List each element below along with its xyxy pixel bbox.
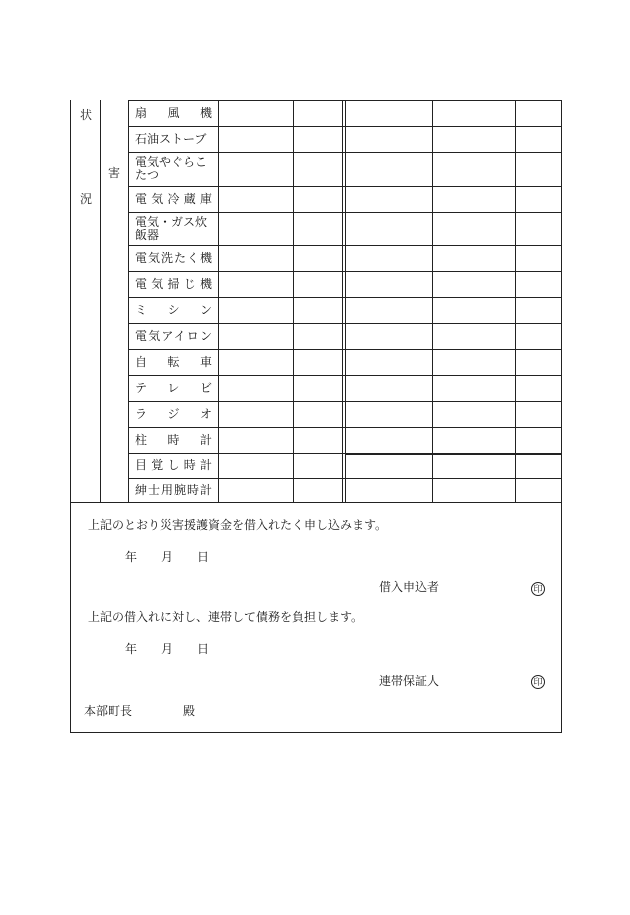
item-value-cell[interactable] — [346, 428, 432, 453]
row-divider — [128, 478, 562, 479]
item-value-cell[interactable] — [433, 428, 515, 453]
item-label-text: 目覚し時計 — [135, 458, 212, 472]
item-value-cell[interactable] — [516, 213, 561, 245]
addressee-honorific: 殿 — [183, 704, 196, 718]
item-value-cell[interactable] — [346, 479, 432, 502]
item-label-text: 扇風機 — [135, 105, 212, 120]
item-value-cell[interactable] — [219, 272, 293, 297]
frame-right — [561, 100, 562, 733]
application-day: 日 — [197, 550, 210, 564]
item-label-text: 石油ストーブ — [135, 131, 207, 146]
item-label — [128, 427, 218, 453]
item-value-cell[interactable] — [346, 376, 432, 401]
item-value-cell[interactable] — [433, 324, 515, 349]
item-label-text: 電気アイロン — [135, 328, 212, 343]
item-label-text: ミシン — [135, 302, 212, 317]
item-value-cell[interactable] — [433, 187, 515, 212]
item-label-text: ラジオ — [135, 406, 212, 421]
item-value-cell[interactable] — [433, 402, 515, 427]
item-value-cell[interactable] — [433, 101, 515, 126]
item-value-cell[interactable] — [433, 153, 515, 186]
application-year: 年 — [125, 550, 138, 564]
item-value-cell[interactable] — [516, 272, 561, 297]
item-value-cell[interactable] — [219, 213, 293, 245]
item-value-cell[interactable] — [516, 454, 561, 478]
application-statement: 上記のとおり災害援護資金を借入れたく申し込みます。 — [88, 518, 388, 532]
row-divider — [128, 126, 562, 127]
item-value-cell[interactable] — [219, 350, 293, 375]
item-label — [128, 401, 218, 427]
item-value-cell[interactable] — [346, 101, 432, 126]
item-value-cell[interactable] — [433, 213, 515, 245]
item-value-cell[interactable] — [294, 350, 342, 375]
item-value-cell[interactable] — [516, 376, 561, 401]
item-value-cell[interactable] — [346, 127, 432, 152]
item-value-cell[interactable] — [346, 153, 432, 186]
side-label-jo: 状 — [80, 108, 93, 122]
row-divider — [128, 245, 562, 246]
item-value-cell[interactable] — [346, 213, 432, 245]
item-value-cell[interactable] — [433, 479, 515, 502]
loan-application-form — [70, 100, 562, 733]
applicant-seal-icon: 印 — [531, 582, 545, 596]
item-value-cell[interactable] — [516, 298, 561, 323]
item-value-cell[interactable] — [219, 376, 293, 401]
row-divider — [128, 212, 562, 213]
item-label — [128, 349, 218, 375]
item-value-cell[interactable] — [294, 101, 342, 126]
item-value-cell[interactable] — [516, 127, 561, 152]
row-divider — [128, 323, 562, 324]
item-value-cell[interactable] — [219, 324, 293, 349]
item-value-cell[interactable] — [294, 187, 342, 212]
item-label — [128, 453, 218, 478]
item-value-cell[interactable] — [294, 454, 342, 478]
item-label — [128, 245, 218, 271]
row-divider — [128, 152, 562, 153]
side-label-gai: 害 — [108, 166, 121, 180]
item-value-cell[interactable] — [219, 428, 293, 453]
item-label-text: 柱時計 — [135, 432, 212, 447]
col-line-1 — [100, 100, 101, 502]
item-value-cell[interactable] — [219, 454, 293, 478]
item-value-cell[interactable] — [219, 298, 293, 323]
item-value-cell[interactable] — [294, 298, 342, 323]
side-label-kyo: 況 — [80, 192, 93, 206]
item-value-cell[interactable] — [433, 454, 515, 478]
item-value-cell[interactable] — [219, 101, 293, 126]
item-value-cell[interactable] — [346, 272, 432, 297]
row-divider — [128, 427, 562, 428]
item-value-cell[interactable] — [516, 246, 561, 271]
guarantee-month: 月 — [161, 642, 174, 656]
item-value-cell[interactable] — [433, 127, 515, 152]
item-label — [128, 297, 218, 323]
item-value-cell[interactable] — [346, 187, 432, 212]
item-value-cell[interactable] — [219, 479, 293, 502]
item-value-cell[interactable] — [294, 324, 342, 349]
frame-bottom — [70, 732, 562, 733]
item-label — [128, 186, 218, 212]
item-value-cell[interactable] — [346, 350, 432, 375]
item-label — [128, 100, 218, 126]
item-value-cell[interactable] — [433, 298, 515, 323]
row-divider-double — [346, 454, 561, 455]
row-divider — [128, 401, 562, 402]
frame-left — [70, 100, 71, 733]
addressee: 本部町長 — [84, 704, 133, 718]
item-label-text: 電気洗たく機 — [135, 250, 212, 265]
item-value-cell[interactable] — [433, 272, 515, 297]
item-label-text: テレビ — [135, 380, 212, 395]
item-value-cell[interactable] — [516, 428, 561, 453]
item-value-cell[interactable] — [346, 246, 432, 271]
item-value-cell[interactable] — [433, 246, 515, 271]
item-value-cell[interactable] — [516, 324, 561, 349]
guarantee-day: 日 — [197, 642, 210, 656]
item-value-cell[interactable] — [433, 376, 515, 401]
double-line-a — [342, 100, 343, 502]
item-label-text: 電気やぐらこたつ — [135, 155, 208, 182]
table-bottom-line — [70, 502, 562, 503]
item-label-text: 紳士用腕時計 — [135, 482, 212, 497]
item-value-cell[interactable] — [294, 213, 342, 245]
item-value-cell[interactable] — [294, 376, 342, 401]
item-label-text: 電気冷蔵庫 — [135, 191, 212, 206]
item-value-cell[interactable] — [219, 246, 293, 271]
item-value-cell[interactable] — [219, 153, 293, 186]
item-value-cell[interactable] — [294, 272, 342, 297]
item-value-cell[interactable] — [294, 428, 342, 453]
row-divider — [128, 297, 562, 298]
guarantor-seal-icon: 印 — [531, 675, 545, 689]
item-value-cell[interactable] — [219, 187, 293, 212]
application-month: 月 — [161, 550, 174, 564]
item-label-text: 電気掃じ機 — [135, 276, 212, 291]
item-value-cell[interactable] — [294, 153, 342, 186]
item-value-cell[interactable] — [219, 402, 293, 427]
item-value-cell[interactable] — [516, 350, 561, 375]
item-label — [128, 152, 218, 186]
guarantor-label: 連帯保証人 — [379, 674, 440, 688]
item-value-cell[interactable] — [219, 127, 293, 152]
item-value-cell[interactable] — [346, 324, 432, 349]
item-label-text: 自転車 — [135, 354, 212, 369]
row-divider — [128, 271, 562, 272]
row-divider — [128, 349, 562, 350]
guarantee-statement: 上記の借入れに対し、連帯して債務を負担します。 — [88, 610, 364, 624]
row-divider — [128, 186, 562, 187]
item-value-cell[interactable] — [294, 402, 342, 427]
row-divider — [128, 375, 562, 376]
item-value-cell[interactable] — [516, 479, 561, 502]
item-value-cell[interactable] — [294, 246, 342, 271]
item-label — [128, 375, 218, 401]
item-value-cell[interactable] — [346, 454, 432, 478]
item-value-cell[interactable] — [433, 350, 515, 375]
item-value-cell[interactable] — [516, 101, 561, 126]
item-value-cell[interactable] — [346, 402, 432, 427]
item-value-cell[interactable] — [294, 479, 342, 502]
item-label — [128, 271, 218, 297]
item-label — [128, 126, 218, 152]
item-label — [128, 212, 218, 245]
item-value-cell[interactable] — [516, 153, 561, 186]
item-label — [128, 323, 218, 349]
item-label — [128, 478, 218, 502]
item-value-cell[interactable] — [516, 402, 561, 427]
applicant-label: 借入申込者 — [379, 580, 440, 594]
item-value-cell[interactable] — [516, 187, 561, 212]
item-value-cell[interactable] — [346, 298, 432, 323]
guarantee-year: 年 — [125, 642, 138, 656]
item-value-cell[interactable] — [294, 127, 342, 152]
item-label-text: 電気・ガス炊飯器 — [135, 214, 208, 242]
